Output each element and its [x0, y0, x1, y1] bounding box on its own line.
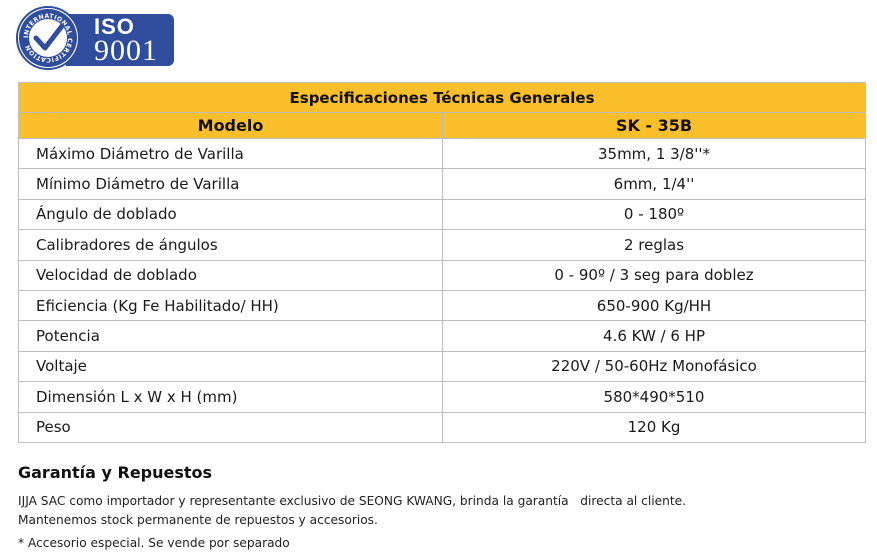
row-value: 2 reglas: [443, 230, 866, 260]
table-row: [19, 382, 866, 412]
row-value: 4.6 KW / 6 HP: [443, 321, 866, 351]
warranty-heading: Garantía y Repuestos: [18, 463, 213, 482]
table-row: [19, 139, 866, 169]
iso-brand-text: ISO: [94, 14, 135, 39]
table-row: [19, 260, 866, 290]
table-title-row: [19, 83, 866, 113]
row-label: Mínimo Diámetro de Varilla: [19, 169, 443, 199]
specifications-table: [18, 82, 866, 443]
certification-seal-icon: [16, 6, 80, 70]
table-row: [19, 321, 866, 351]
table-row: [19, 412, 866, 442]
row-label: Ángulo de doblado: [19, 199, 443, 229]
table-title: Especificaciones Técnicas Generales: [19, 83, 866, 113]
row-value: 35mm, 1 3/8''*: [443, 139, 866, 169]
row-value: 120 Kg: [443, 412, 866, 442]
iso-number-text: 9001: [94, 34, 158, 67]
table-header-row: [19, 113, 866, 139]
row-value: 0 - 180º: [443, 199, 866, 229]
table-row: [19, 199, 866, 229]
footnote: * Accesorio especial. Se vende por separado: [18, 536, 290, 550]
row-label: Eficiencia (Kg Fe Habilitado/ HH): [19, 290, 443, 320]
header-model-label: Modelo: [19, 113, 443, 139]
row-label: Máximo Diámetro de Varilla: [19, 139, 443, 169]
row-label: Dimensión L x W x H (mm): [19, 382, 443, 412]
row-value: 650-900 Kg/HH: [443, 290, 866, 320]
row-value: 220V / 50-60Hz Monofásico: [443, 351, 866, 381]
svg-text:INTERNATIONAL CERTIFICATION: INTERNATIONAL CERTIFICATION: [22, 12, 74, 64]
row-label: Calibradores de ángulos: [19, 230, 443, 260]
warranty-line-2: Mantenemos stock permanente de repuestos y accesorios.: [18, 513, 378, 527]
iso-9001-logo: [14, 6, 176, 70]
row-value: 6mm, 1/4'': [443, 169, 866, 199]
row-label: Velocidad de doblado: [19, 260, 443, 290]
table-row: [19, 169, 866, 199]
row-value: 0 - 90º / 3 seg para doblez: [443, 260, 866, 290]
row-label: Voltaje: [19, 351, 443, 381]
table-row: [19, 290, 866, 320]
row-label: Peso: [19, 412, 443, 442]
row-value: 580*490*510: [443, 382, 866, 412]
warranty-line-1: IJJA SAC como importador y representante exclusivo de SEONG KWANG, brinda la garantía directa al cliente.: [18, 494, 687, 508]
row-label: Potencia: [19, 321, 443, 351]
table-row: [19, 351, 866, 381]
table-row: [19, 230, 866, 260]
header-model-value: SK - 35B: [443, 113, 866, 139]
warranty-paragraph: [18, 492, 868, 530]
